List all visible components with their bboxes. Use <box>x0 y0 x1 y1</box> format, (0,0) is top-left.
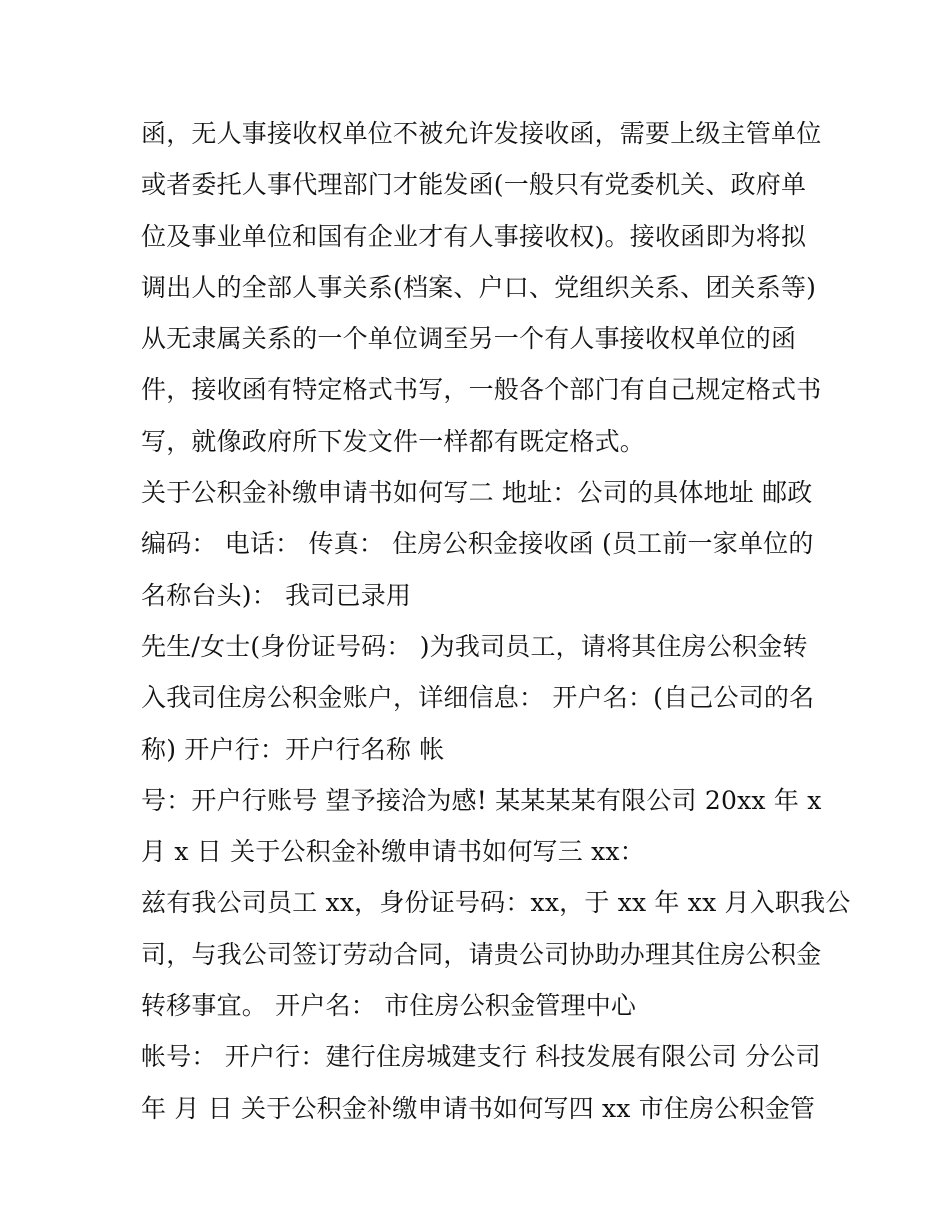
text-line: 年 月 日 关于公积金补缴申请书如何写四 xx 市住房公积金管 <box>141 1093 816 1123</box>
text-line: 先生/女士(身份证号码： )为我司员工，请将其住房公积金转 <box>141 631 808 661</box>
text-line: 兹有我公司员工 xx，身份证号码：xx，于 xx 年 xx 月入职我公 <box>141 888 851 918</box>
text-line: 或者委托人事代理部门才能发函(一般只有党委机关、政府单 <box>141 170 807 200</box>
text-line: 关于公积金补缴申请书如何写二 地址：公司的具体地址 邮政 <box>141 478 813 508</box>
text-line: 入我司住房公积金账户，详细信息： 开户名：(自己公司的名 <box>141 683 815 713</box>
text-line: 函，无人事接收权单位不被允许发接收函，需要上级主管单位 <box>141 119 822 148</box>
text-line: 写，就像政府所下发文件一样都有既定格式。 <box>141 426 646 456</box>
text-line: 月 x 日 关于公积金补缴申请书如何写三 xx： <box>141 837 645 867</box>
text-line: 位及事业单位和国有企业才有人事接收权)。接收函即为将拟 <box>141 221 807 251</box>
text-line: 调出人的全部人事关系(档案、户口、党组织关系、团关系等) <box>141 272 817 302</box>
text-line: 编码： 电话： 传真： 住房公积金接收函 (员工前一家单位的 <box>141 529 814 559</box>
text-line: 件，接收函有特定格式书写，一般各个部门有自己规定格式书 <box>141 375 822 405</box>
text-line: 从无隶属关系的一个单位调至另一个有人事接收权单位的函 <box>141 324 797 354</box>
text-line: 称) 开户行：开户行名称 帐 <box>141 734 445 764</box>
text-line: 帐号： 开户行：建行住房城建支行 科技发展有限公司 分公司 <box>141 1042 821 1072</box>
text-line: 号：开户行账号 望予接洽为感! 某某某某有限公司 20xx 年 x <box>141 785 822 815</box>
text-line: 司，与我公司签订劳动合同，请贵公司协助办理其住房公积金 <box>141 939 822 969</box>
text-line: 名称台头)： 我司已录用 <box>141 580 412 610</box>
text-line: 转移事宜。 开户名： 市住房公积金管理中心 <box>141 991 637 1021</box>
document-body <box>141 108 851 1134</box>
